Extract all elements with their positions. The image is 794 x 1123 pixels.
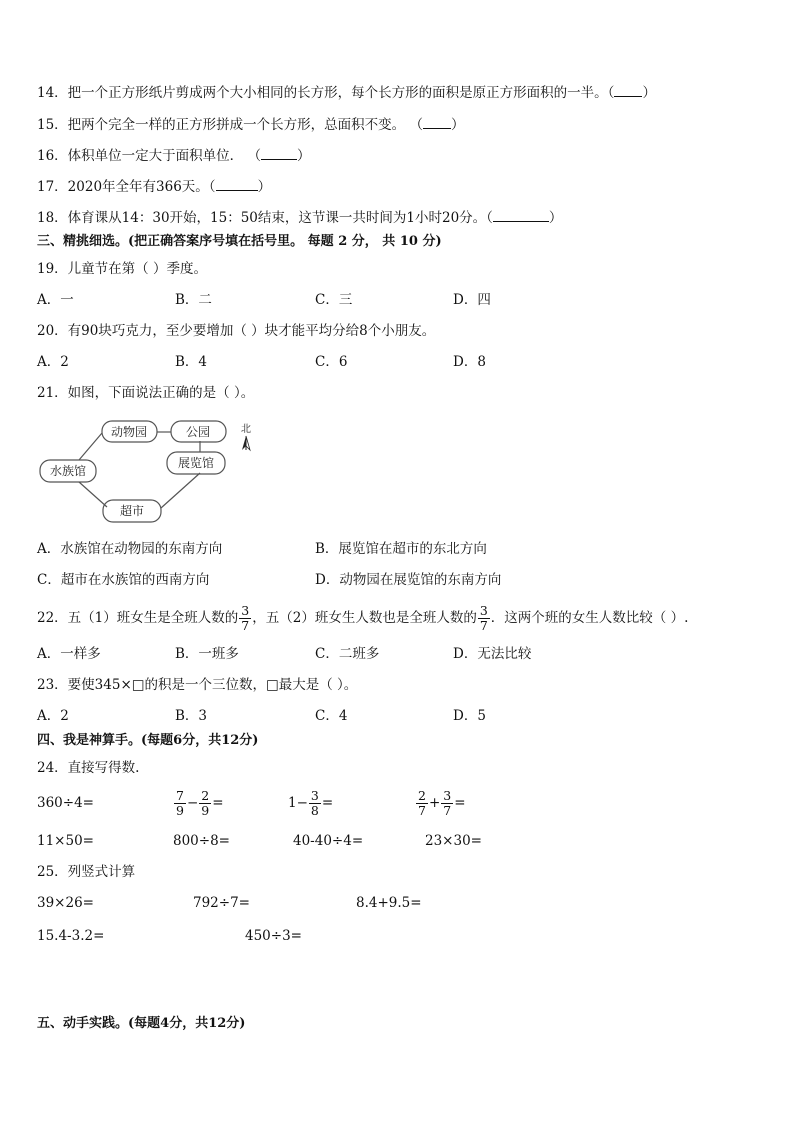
park-label: 公园: [185, 425, 211, 439]
option-a[interactable]: A．一样多: [37, 646, 101, 662]
question-16: 16．体积单位一定大于面积单位． （ ）: [37, 145, 310, 166]
answer-blank[interactable]: [614, 82, 642, 97]
calc-item: 39×26=: [37, 895, 94, 911]
answer-blank[interactable]: [261, 145, 297, 160]
calc-item: 11×50=: [37, 833, 94, 849]
calc-item: $\frac{7}{9}$ − $\frac{2}{9}$ =: [176, 788, 224, 818]
question-18: 18．体育课从14：30开始，15：50结束，这节课一共时间为1小时20分。（ ）: [37, 207, 562, 228]
calc-item: 40-40÷4=: [293, 833, 364, 849]
calc-item: $\frac{2}{7}$ + $\frac{3}{7}$ =: [418, 788, 466, 818]
option-b[interactable]: B．4: [175, 354, 208, 370]
option-c[interactable]: C．二班多: [315, 646, 380, 662]
calc-item: 360÷4=: [37, 795, 94, 811]
north-arrow-icon: [242, 436, 250, 450]
calc-item: 792÷7=: [193, 895, 250, 911]
fraction: $\frac{3}{7}$: [479, 603, 488, 633]
question-23: 23．要使345×□的积是一个三位数，□最大是（ ）。: [37, 677, 358, 693]
calc-item: 450÷3=: [245, 928, 302, 944]
option-a[interactable]: A．一: [37, 292, 74, 308]
market-label: 超市: [119, 504, 145, 518]
location-map-diagram: [37, 415, 267, 527]
market-exhibition-link: [161, 473, 200, 508]
option-b[interactable]: B．3: [175, 708, 208, 724]
option-c[interactable]: C．4: [315, 708, 348, 724]
question-19: 19．儿童节在第（ ）季度。: [37, 261, 207, 277]
option-a[interactable]: A．2: [37, 708, 69, 724]
section-4-heading: 四、我是神算手。(每题6分，共12分): [37, 733, 259, 748]
option-d[interactable]: D．5: [453, 708, 486, 724]
calc-item: 800÷8=: [173, 833, 230, 849]
question-21: 21．如图，下面说法正确的是（ ）。: [37, 385, 255, 401]
question-25: 25．列竖式计算: [37, 864, 136, 880]
option-d[interactable]: D．四: [453, 292, 491, 308]
answer-blank[interactable]: [493, 207, 549, 222]
aquarium-market-link: [79, 482, 107, 507]
option-a[interactable]: A．2: [37, 354, 69, 370]
exhibition-label: 展览馆: [177, 456, 215, 470]
option-c[interactable]: C．三: [315, 292, 353, 308]
aquarium-label: 水族馆: [49, 464, 87, 478]
option-d[interactable]: D．动物园在展览馆的东南方向: [315, 572, 502, 588]
zoo-aquarium-link: [79, 433, 102, 460]
question-20: 20．有90块巧克力，至少要增加（ ）块才能平均分给8个小朋友。: [37, 323, 436, 339]
calc-item: 1− $\frac{3}{8}$ =: [288, 788, 334, 818]
option-c[interactable]: C．6: [315, 354, 348, 370]
north-label: 北: [241, 424, 251, 435]
fraction: $\frac{3}{7}$: [241, 603, 250, 633]
question-15: 15．把两个完全一样的正方形拼成一个长方形，总面积不变。 （ ）: [37, 114, 464, 135]
option-d[interactable]: D．8: [453, 354, 486, 370]
question-24: 24．直接写得数.: [37, 760, 140, 776]
question-14: 14．把一个正方形纸片剪成两个大小相同的长方形，每个长方形的面积是原正方形面积的一半。（ ）: [37, 82, 656, 103]
option-b[interactable]: B．一班多: [175, 646, 239, 662]
option-b[interactable]: B．展览馆在超市的东北方向: [315, 541, 487, 557]
calc-item: 8.4+9.5=: [356, 895, 422, 911]
zoo-label: 动物园: [110, 425, 148, 439]
section-3-heading: 三、精挑细选。(把正确答案序号填在括号里。 每题 2 分， 共 10 分): [37, 234, 442, 249]
answer-blank[interactable]: [423, 114, 451, 129]
answer-blank[interactable]: [216, 176, 258, 191]
section-5-heading: 五、动手实践。(每题4分，共12分): [37, 1016, 246, 1031]
option-c[interactable]: C．超市在水族馆的西南方向: [37, 572, 210, 588]
option-d[interactable]: D．无法比较: [453, 646, 532, 662]
question-17: 17．2020年全年有366天。（ ）: [37, 176, 271, 197]
calc-item: 15.4-3.2=: [37, 928, 105, 944]
option-b[interactable]: B．二: [175, 292, 212, 308]
option-a[interactable]: A．水族馆在动物园的东南方向: [37, 541, 223, 557]
calc-item: 23×30=: [425, 833, 482, 849]
question-22: 22．五（1）班女生是全班人数的 $\frac{3}{7}$ ，五（2）班女生人数也是全班人数的 $\frac{3}{7}$ ．这两个班的女生人数比较（ ）.: [37, 603, 689, 633]
